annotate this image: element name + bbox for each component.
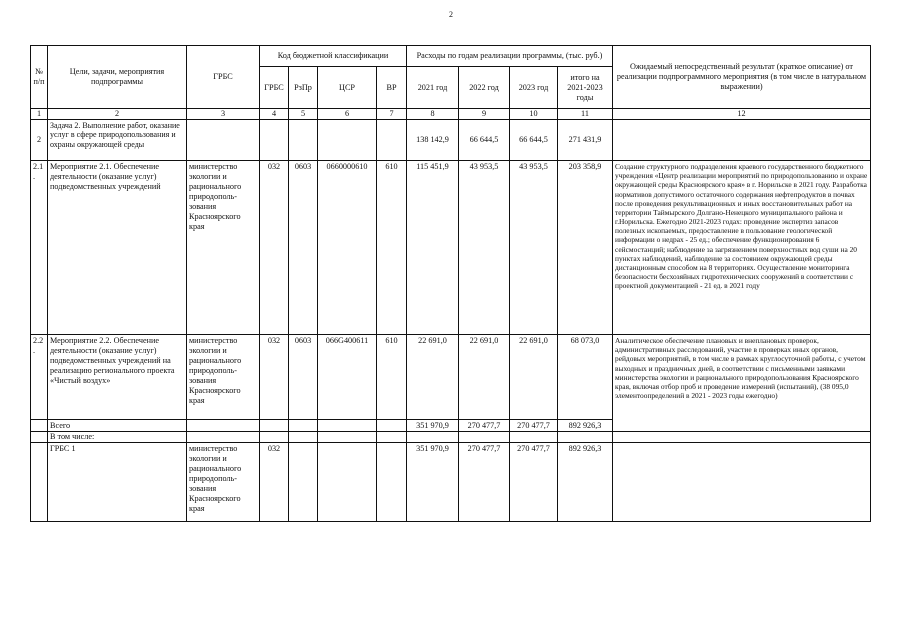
column-index: 2 <box>48 109 187 120</box>
activity-2-2-name: Мероприятие 2.2. Обеспечение деятельности (оказание услуг) подведомственных учреждений на реализацию регионального проекта «Чистый воздух» <box>48 335 187 420</box>
including-2023 <box>510 432 558 443</box>
activity-2-2-2023: 22 691,0 <box>510 335 558 420</box>
activity-2-2-vr: 610 <box>377 335 407 420</box>
header-budget-class: Код бюджетной классификации <box>260 46 407 67</box>
task-row <box>31 120 871 161</box>
column-index: 7 <box>377 109 407 120</box>
total-2022: 270 477,7 <box>459 420 510 432</box>
including-row <box>31 432 871 443</box>
activity-2-1-2023: 43 953,5 <box>510 161 558 335</box>
including-number <box>31 432 48 443</box>
column-index: 11 <box>558 109 613 120</box>
including-grbs-name <box>187 432 260 443</box>
activity-2-1-row <box>31 161 871 335</box>
task-2021: 138 142,9 <box>407 120 459 161</box>
grbs1-grbs-code: 032 <box>260 443 289 522</box>
activity-2-2-csr: 066G400611 <box>318 335 377 420</box>
column-index: 1 <box>31 109 48 120</box>
task-rzpr <box>289 120 318 161</box>
including-2021 <box>407 432 459 443</box>
task-2022: 66 644,5 <box>459 120 510 161</box>
including-result <box>613 432 871 443</box>
activity-2-1-2022: 43 953,5 <box>459 161 510 335</box>
column-index: 8 <box>407 109 459 120</box>
header-expenses: Расходы по годам реализации программы, (тыс. руб.) <box>407 46 613 67</box>
activity-2-1-2021: 115 451,9 <box>407 161 459 335</box>
header-row-1 <box>31 46 871 67</box>
including-2022 <box>459 432 510 443</box>
including-csr <box>318 432 377 443</box>
header-year-2023: 2023 год <box>510 67 558 109</box>
grbs1-rzpr <box>289 443 318 522</box>
activity-2-2-2021: 22 691,0 <box>407 335 459 420</box>
activity-2-2-grbs-code: 032 <box>260 335 289 420</box>
header-year-2022: 2022 год <box>459 67 510 109</box>
grbs1-number <box>31 443 48 522</box>
header-goals: Цели, задачи, мероприятия подпрограммы <box>48 46 187 109</box>
task-grbs-code <box>260 120 289 161</box>
activity-2-2-grbs-name: министерство экологии и рационального природополь-зования Красноярского края <box>187 335 260 420</box>
budget-table <box>30 45 871 522</box>
total-sum: 892 926,3 <box>558 420 613 432</box>
activity-2-2-rzpr: 0603 <box>289 335 318 420</box>
grbs1-row <box>31 443 871 522</box>
total-vr <box>377 420 407 432</box>
activity-2-1-rzpr: 0603 <box>289 161 318 335</box>
header-budget-vr: ВР <box>377 67 407 109</box>
column-index: 9 <box>459 109 510 120</box>
grbs1-grbs-name: министерство экологии и рационального природополь-зования Красноярского края <box>187 443 260 522</box>
activity-2-1-vr: 610 <box>377 161 407 335</box>
activity-2-1-number: 2.1. <box>31 161 48 335</box>
header-budget-csr: ЦСР <box>318 67 377 109</box>
total-csr <box>318 420 377 432</box>
grbs1-label: ГРБС 1 <box>48 443 187 522</box>
activity-2-1-result: Создание структурного подразделения краевого государственного бюджетного учреждения «Центр реализации мероприятий по природопользованию и охране окружающей среды Красноярского края» в г. Норильске в 2021 году. Разработка нормативов допустимого остаточного содержания нефтепродуктов в почвах после проведения рекультивационных и иных восстановительных работ на территории Таймырского Долгано-Ненецкого муниципального района и г.Норильска. Ежегодно 2021-2023 годах: проведение экспертиз запасов полезных ископаемых, предоставление в пользование геологической информации о недрах - 25 ед.; обеспечение функционирования 6 сейсмостанций; наблюдение за загрязнением поверхностных вод суши на 20 пунктах наблюдений, наблюдение за состоянием окружающей среды дистанционным способом на 8 территориях. Осуществление мониторинга безопасности бесхозяйных гидротехнических сооружений в соответствии с проектной документацией - 21 ед. в 2021 году <box>613 161 871 335</box>
column-index: 12 <box>613 109 871 120</box>
including-vr <box>377 432 407 443</box>
grbs1-total: 892 926,3 <box>558 443 613 522</box>
task-csr <box>318 120 377 161</box>
activity-2-2-number: 2.2. <box>31 335 48 420</box>
activity-2-1-grbs-code: 032 <box>260 161 289 335</box>
activity-2-2-2022: 22 691,0 <box>459 335 510 420</box>
task-total: 271 431,9 <box>558 120 613 161</box>
activity-2-2-result: Аналитическое обеспечение плановых и внеплановых проверок, административных расследований, участие в проверках иных органов, рейдовых мероприятий, в том числе в рамках круглосуточной работы, с учетом выходных и праздничных дней, в соответствии с письменными заявками министерства экологии и рационального природопользования Красноярского края, включая отбор проб и проведение измерений (испытаний), (38 095,0 элементоопределений в 2021 - 2023 годы ежегодно) <box>613 335 871 432</box>
activity-2-1-csr: 0660000610 <box>318 161 377 335</box>
page-number: 2 <box>449 10 453 19</box>
total-2023: 270 477,7 <box>510 420 558 432</box>
task-grbs-name <box>187 120 260 161</box>
header-year-2021: 2021 год <box>407 67 459 109</box>
total-grbs-name <box>187 420 260 432</box>
activity-2-2-row <box>31 335 871 420</box>
grbs1-vr <box>377 443 407 522</box>
grbs1-csr <box>318 443 377 522</box>
grbs1-2023: 270 477,7 <box>510 443 558 522</box>
including-label: В том числе: <box>48 432 187 443</box>
column-index: 10 <box>510 109 558 120</box>
header-result: Ожидаемый непосредственный результат (краткое описание) от реализации подпрограммного мероприятия (в том числе в натуральном выражении) <box>613 46 871 109</box>
grbs1-2022: 270 477,7 <box>459 443 510 522</box>
column-index: 5 <box>289 109 318 120</box>
total-label: Всего <box>48 420 187 432</box>
grbs1-2021: 351 970,9 <box>407 443 459 522</box>
including-rzpr <box>289 432 318 443</box>
header-num: № п/п <box>31 46 48 109</box>
activity-2-2-total: 68 073,0 <box>558 335 613 420</box>
including-total <box>558 432 613 443</box>
task-result <box>613 120 871 161</box>
activity-2-1-name: Мероприятие 2.1. Обеспечение деятельности (оказание услуг) подведомственных учреждений <box>48 161 187 335</box>
task-name: Задача 2. Выполнение работ, оказание услуг в сфере природопользования и охраны окружающей среды <box>48 120 187 161</box>
total-rzpr <box>289 420 318 432</box>
column-index-row <box>31 109 871 120</box>
total-grbs-code <box>260 420 289 432</box>
header-grbs: ГРБС <box>187 46 260 109</box>
column-index: 4 <box>260 109 289 120</box>
activity-2-1-grbs-name: министерство экологии и рационального природополь-зования Красноярского края <box>187 161 260 335</box>
activity-2-1-total: 203 358,9 <box>558 161 613 335</box>
task-number: 2 <box>31 120 48 161</box>
header-total: итого на 2021-2023 годы <box>558 67 613 109</box>
task-2023: 66 644,5 <box>510 120 558 161</box>
task-vr <box>377 120 407 161</box>
total-2021: 351 970,9 <box>407 420 459 432</box>
column-index: 6 <box>318 109 377 120</box>
including-grbs-code <box>260 432 289 443</box>
header-budget-rzpr: РзПр <box>289 67 318 109</box>
grbs1-result <box>613 443 871 522</box>
total-number <box>31 420 48 432</box>
column-index: 3 <box>187 109 260 120</box>
header-budget-grbs: ГРБС <box>260 67 289 109</box>
